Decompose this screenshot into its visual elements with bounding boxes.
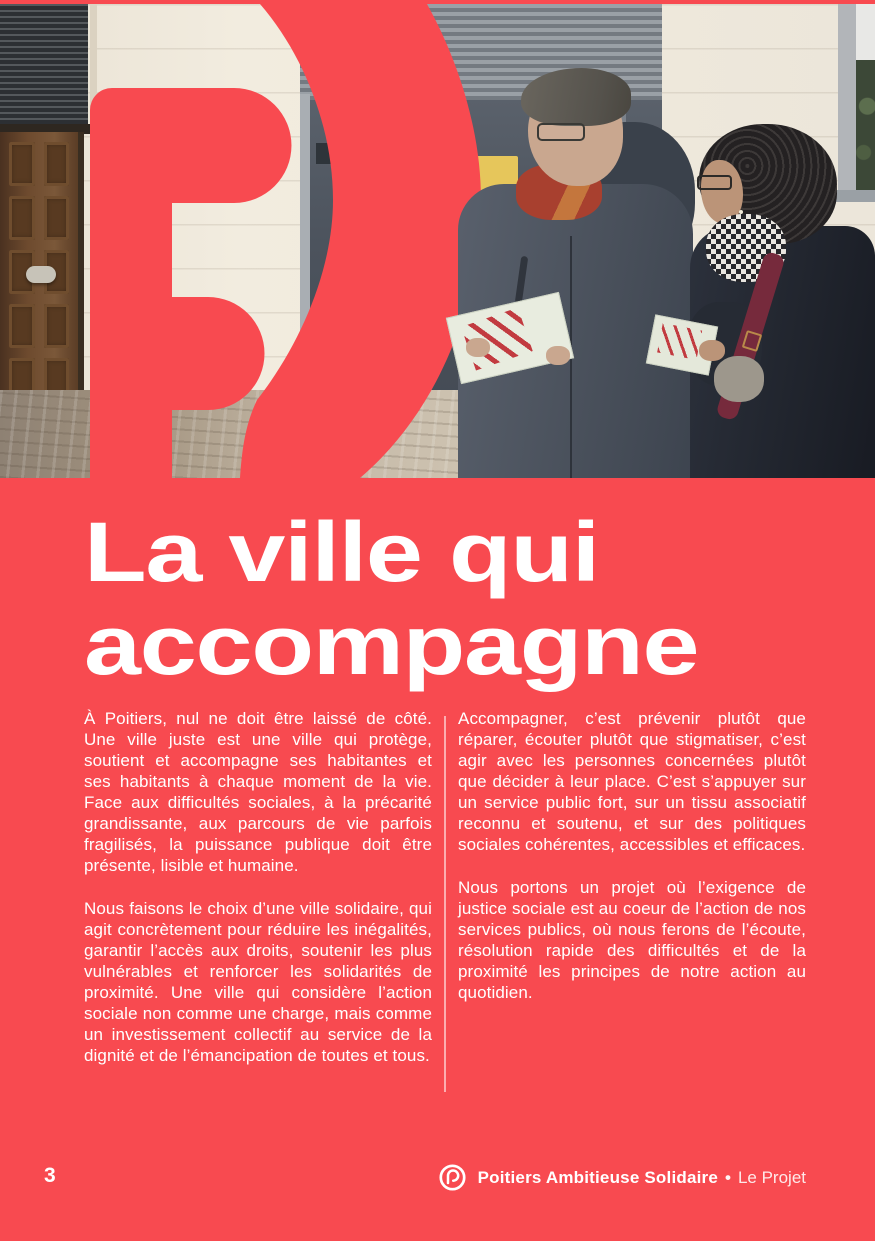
column-divider xyxy=(444,716,446,1092)
glasses-icon xyxy=(537,123,585,141)
glasses-icon xyxy=(697,175,732,190)
man-hand xyxy=(466,338,490,357)
page-title xyxy=(84,506,698,692)
paragraph: À Poitiers, nul ne doit être laissé de côté. Une ville juste est une ville qui protège, soutient et accompagne ses habitantes et ses habitants à chaque moment de la vie. Face aux difficultés sociales, à la précarité grandissante, aux parcours de vie parfois fragilisés, la puissance publique doit être présente, lisible et humaine. xyxy=(84,709,432,875)
man-hand xyxy=(546,346,570,365)
separator-dot: • xyxy=(725,1167,731,1187)
column-right xyxy=(458,708,806,1025)
page-number: 3 xyxy=(44,1164,56,1187)
man-hair xyxy=(521,68,631,126)
column-left xyxy=(84,708,432,1088)
woman-glove xyxy=(714,356,764,402)
woman-hand xyxy=(699,340,725,361)
paragraph: Accompagner, c’est prévenir plutôt que réparer, écouter plutôt que stigmatiser, c’est agir avec les personnes concernées plutôt que décider à leur place. C’est s’appuyer sur un service public fort, sur un tissu associatif reconnu et soutenu, et sur des politiques sociales cohérentes, accessibles et efficaces. xyxy=(458,709,806,854)
section-label: Le Projet xyxy=(737,1167,806,1187)
paragraph: Nous faisons le choix d’une ville solidaire, qui agit concrètement pour réduire les inégalités, garantir l’accès aux droits, soutenir les plus vulnérables et renforcer les solidarités de proximité. Une ville qui considère l’action sociale non comme une charge, mais comme un investissement collectif au service de la dignité et de l’émancipation de toutes et tous. xyxy=(84,899,432,1065)
footer-brand xyxy=(437,1162,806,1193)
title-line-1: La ville qui xyxy=(84,505,599,599)
brand-name: Poitiers Ambitieuse Solidaire xyxy=(477,1167,718,1187)
hero-photo xyxy=(0,4,875,478)
brand-circle-p-icon xyxy=(437,1162,468,1193)
paragraph: Nous portons un projet où l’exigence de justice sociale est au coeur de l’action de nos services publics, où nous ferons de l’écoute, résolution rapide des difficultés et de la proximité les principes de notre action au quotidien. xyxy=(458,878,806,1002)
title-line-2: accompagne xyxy=(84,598,699,692)
